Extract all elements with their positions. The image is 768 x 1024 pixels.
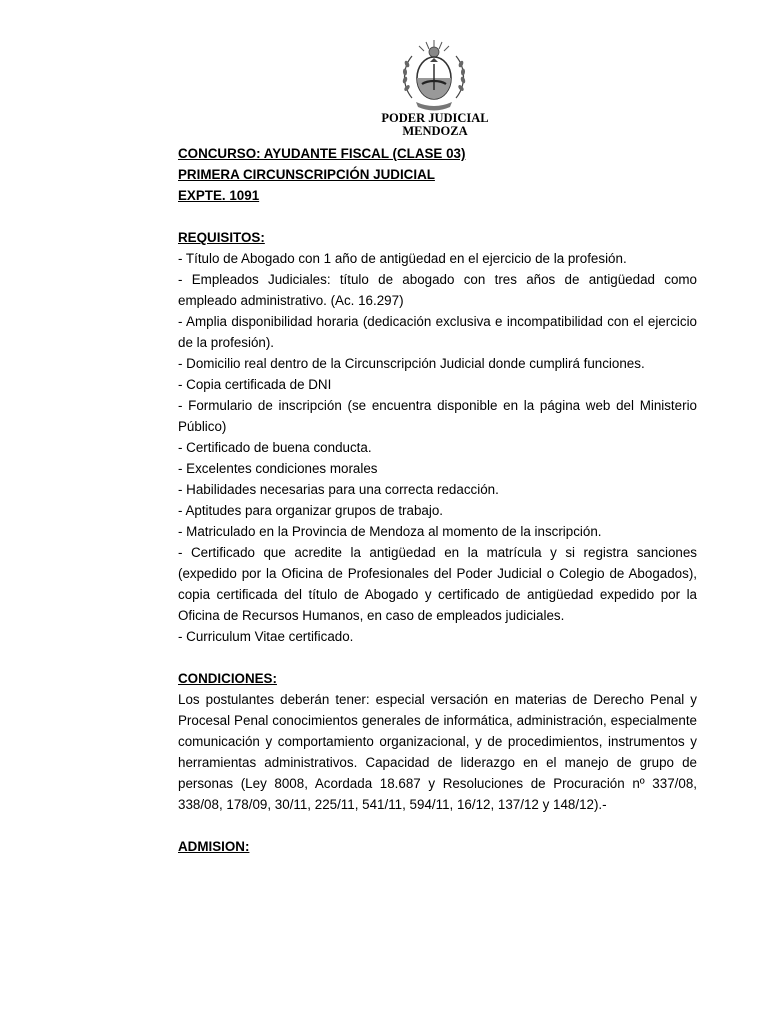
institution-header — [360, 112, 510, 138]
requirement-item: - Copia certificada de DNI — [178, 377, 332, 392]
requirement-item: - Empleados Judiciales: título de abogado con tres años de antigüedad como empleado administrativo. (Ac. 16.297) — [178, 272, 697, 308]
requirement-item: - Matriculado en la Provincia de Mendoza al momento de la inscripción. — [178, 524, 602, 539]
contest-title: CONCURSO: AYUDANTE FISCAL (CLASE 03) — [178, 146, 466, 161]
coat-of-arms-emblem — [398, 38, 470, 114]
requisitos-heading: REQUISITOS: — [178, 230, 265, 245]
requirement-item: - Aptitudes para organizar grupos de trabajo. — [178, 503, 444, 518]
requirement-item: - Excelentes condiciones morales — [178, 461, 378, 476]
requirement-item: - Título de Abogado con 1 año de antigüedad en el ejercicio de la profesión. — [178, 251, 627, 266]
requirement-item: - Formulario de inscripción (se encuentra disponible en la página web del Ministerio Público) — [178, 398, 697, 434]
institution-location: MENDOZA — [402, 124, 468, 138]
circumscription-title: PRIMERA CIRCUNSCRIPCIÓN JUDICIAL — [178, 167, 435, 182]
requirement-item: - Habilidades necesarias para una correcta redacción. — [178, 482, 499, 497]
condiciones-text: Los postulantes deberán tener: especial versación en materias de Derecho Penal y Procesal Penal conocimientos generales de informática, administración, especialmente comunicación y comportamiento organizacional, y de procedimientos, instrumentos y herramientas administrativos. Capacidad de liderazgo en el manejo de grupo de personas (Ley 8008, Acordada 18.687 y Resoluciones de Procuración nº 337/08, 338/08, 178/09, 30/11, 225/11, 541/11, 594/11, 16/12, 137/12 y 148/12).- — [178, 692, 697, 812]
admision-heading: ADMISION: — [178, 839, 250, 854]
institution-name: PODER JUDICIAL — [381, 111, 489, 125]
requirement-item: - Amplia disponibilidad horaria (dedicación exclusiva e incompatibilidad con el ejercicio de la profesión). — [178, 314, 697, 350]
requirement-item: - Curriculum Vitae certificado. — [178, 629, 354, 644]
requirement-item: - Certificado que acredite la antigüedad en la matrícula y si registra sanciones (expedido por la Oficina de Profesionales del Poder Judicial o Colegio de Abogados), copia certificada del título de Abogado y certificado de antigüedad expedido por la Oficina de Recursos Humanos, en caso de empleados judiciales. — [178, 545, 697, 623]
condiciones-heading: CONDICIONES: — [178, 671, 277, 686]
requirement-item: - Domicilio real dentro de la Circunscripción Judicial donde cumplirá funciones. — [178, 356, 645, 371]
document-body — [178, 143, 697, 857]
requirement-item: - Certificado de buena conducta. — [178, 440, 372, 455]
file-number: EXPTE. 1091 — [178, 188, 260, 203]
